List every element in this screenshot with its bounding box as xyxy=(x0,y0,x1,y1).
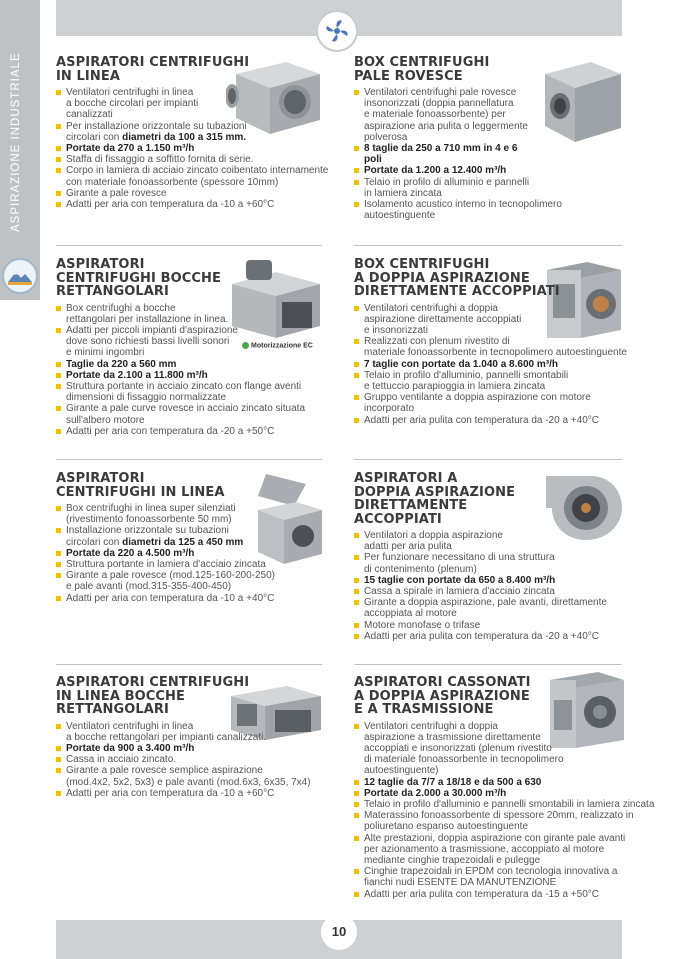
feature-text: Installazione orizzontale su tubazioni xyxy=(66,525,229,537)
feature-item xyxy=(56,721,292,743)
feature-text: Portate da 900 a 3.400 m³/h xyxy=(66,742,195,754)
section-title-line: ASPIRATORI A xyxy=(354,471,458,486)
feature-text: 15 taglie con portate da 650 a 8.400 m³/h xyxy=(364,574,556,586)
feature-line xyxy=(364,564,624,575)
product-section xyxy=(354,472,624,642)
section-title xyxy=(56,472,292,499)
feature-item xyxy=(354,199,594,221)
feature-text: autoestinguente) xyxy=(364,765,439,777)
feature-text: per azionamento a trasmissione, accoppiato al motore xyxy=(364,843,605,855)
feature-line xyxy=(364,530,624,541)
feature-item xyxy=(56,525,292,547)
feature-item xyxy=(56,154,292,165)
feature-line xyxy=(364,314,624,325)
feature-item xyxy=(56,593,292,604)
section-title-line: ASPIRATORI CENTRIFUGHI xyxy=(56,675,250,690)
feature-text: Girante a doppia aspirazione, pale avanti, direttamente xyxy=(364,597,607,609)
feature-text: (mod.4x2, 5x2, 5x3) e pale avanti (mod.6x3, 6x35, 7x4) xyxy=(66,776,311,788)
feature-text: Portate da 2.100 a 11.800 m³/h xyxy=(66,369,208,381)
section-title-line: ASPIRATORI CENTRIFUGHI xyxy=(56,55,250,70)
feature-line xyxy=(66,537,292,548)
feature-text: polverosa xyxy=(364,131,408,143)
feature-text: autoestinguente xyxy=(364,210,436,222)
feature-item xyxy=(56,188,292,199)
feature-text: e tettuccio parapioggia in lamiera zincata xyxy=(364,380,546,392)
feature-item xyxy=(354,788,634,799)
feature-line xyxy=(364,199,594,210)
feature-line xyxy=(66,754,292,765)
feature-text: Portate da 2.000 a 30.000 m³/h xyxy=(364,787,507,799)
feature-item xyxy=(354,721,634,777)
feature-highlight: diametri da 125 a 450 mm xyxy=(122,536,244,548)
feature-line xyxy=(66,514,292,525)
feature-list xyxy=(354,530,624,642)
feature-text: Ventilatori centrifughi a doppia xyxy=(364,302,498,314)
feature-line xyxy=(364,303,624,314)
section-title-line: DIRETTAMENTE ACCOPPIATI xyxy=(354,284,560,299)
section-title-line: A DOPPIA ASPIRAZIONE xyxy=(354,270,530,286)
feature-line xyxy=(364,541,624,552)
feature-text: Ventilatori centrifughi in linea xyxy=(66,87,194,98)
feature-item xyxy=(354,392,624,414)
feature-text: sull'albero motore xyxy=(66,414,145,426)
feature-item xyxy=(56,143,292,154)
feature-line xyxy=(66,581,292,592)
feature-item xyxy=(56,788,292,799)
feature-item xyxy=(354,631,624,642)
feature-text: Alte prestazioni, doppia aspirazione con girante pale avanti xyxy=(364,832,626,844)
feature-line xyxy=(66,314,292,325)
feature-line xyxy=(364,415,624,426)
feature-text: Per funzionare necessitano di una struttura xyxy=(364,552,555,564)
feature-line xyxy=(364,798,655,810)
feature-line xyxy=(66,559,292,570)
section-title-line: RETTANGOLARI xyxy=(56,284,169,299)
feature-text: e materiale fonoassorbente) per xyxy=(364,109,506,121)
feature-text: insonorizzati (doppia pannellatura xyxy=(364,98,514,110)
feature-line xyxy=(66,98,292,109)
feature-text: Per installazione orizzontale su tubazioni xyxy=(66,120,247,132)
feature-line xyxy=(364,336,624,347)
section-divider xyxy=(56,459,322,460)
feature-item xyxy=(354,575,624,586)
section-title-line: CENTRIFUGHI BOCCHE xyxy=(56,270,221,286)
feature-text: in lamiera zincata xyxy=(364,187,442,199)
feature-text: (rivestimento fonoassorbente 50 mm) xyxy=(66,514,232,526)
feature-item xyxy=(354,87,594,143)
feature-text: Adatti per piccoli impianti d'aspirazione xyxy=(66,324,238,336)
feature-text: Ventilatori centrifughi in linea xyxy=(66,720,194,732)
section-title xyxy=(56,676,292,717)
feature-line xyxy=(66,132,292,143)
feature-line xyxy=(364,608,624,619)
feature-item xyxy=(354,889,634,900)
feature-item xyxy=(354,833,634,867)
feature-item xyxy=(354,177,594,199)
feature-line xyxy=(66,743,292,754)
fan-logo-icon xyxy=(316,10,358,52)
feature-text: Telaio in profilo di alluminio e pannelli xyxy=(364,176,530,188)
feature-text: Adatti per aria con temperatura da -20 a +50°C xyxy=(66,425,275,437)
feature-line xyxy=(364,597,624,608)
feature-line xyxy=(364,788,634,799)
product-section xyxy=(56,472,292,604)
feature-text: Corpo in lamiera di acciaio zincato coibentato internamente xyxy=(66,165,329,177)
feature-line xyxy=(66,188,292,199)
feature-text: dimensioni di fissaggio normalizzate xyxy=(66,392,227,404)
section-divider xyxy=(354,459,622,460)
feature-text: a bocche rettangolari per impianti canalizzati. xyxy=(66,731,267,743)
feature-text: Cassa in acciaio zincato. xyxy=(66,754,177,766)
feature-text: accoppiati e insonorizzati (plenum rivestito xyxy=(364,742,552,754)
feature-line xyxy=(66,415,292,426)
section-title xyxy=(56,258,292,299)
feature-line xyxy=(364,844,634,855)
feature-line xyxy=(66,392,292,403)
section-title-line: BOX CENTRIFUGHI xyxy=(354,55,490,70)
feature-item xyxy=(56,503,292,525)
feature-line xyxy=(66,732,292,743)
feature-item xyxy=(354,359,624,370)
section-title xyxy=(354,472,624,526)
section-divider xyxy=(354,664,622,665)
feature-list xyxy=(354,720,655,900)
feature-text: 12 taglie da 7/7 a 18/18 e da 500 a 630 xyxy=(364,776,542,788)
feature-item xyxy=(354,777,634,788)
feature-line xyxy=(66,525,292,536)
feature-line xyxy=(364,392,624,403)
feature-text: Motore monofase o trifase xyxy=(364,619,481,631)
feature-line xyxy=(66,548,292,559)
feature-line xyxy=(364,210,594,221)
feature-line xyxy=(66,109,292,120)
section-divider xyxy=(56,245,322,246)
feature-line xyxy=(364,325,624,336)
feature-item xyxy=(56,359,292,370)
section-title-line: IN LINEA BOCCHE xyxy=(56,688,186,704)
feature-line xyxy=(66,359,292,370)
feature-line xyxy=(364,370,624,381)
feature-text: a bocche circolari per impianti xyxy=(66,98,199,110)
feature-line xyxy=(364,188,594,199)
feature-line xyxy=(66,765,292,776)
section-title-line: DOPPIA ASPIRAZIONE xyxy=(354,484,516,500)
feature-text: Ventilatori centrifughi pale rovesce xyxy=(364,87,517,98)
section-title-line: ASPIRATORI xyxy=(56,257,145,272)
feature-line xyxy=(66,503,292,514)
page-number: 10 xyxy=(321,914,357,950)
feature-list xyxy=(354,87,594,221)
feature-item xyxy=(354,415,624,426)
product-section xyxy=(56,257,306,437)
feature-line xyxy=(66,303,292,314)
feature-item xyxy=(354,597,624,619)
feature-text: Isolamento acustico interno in tecnopolimero xyxy=(364,199,562,211)
feature-text: accoppiata al motore xyxy=(364,608,457,620)
section-title-line: BOX CENTRIFUGHI xyxy=(354,257,490,272)
product-section xyxy=(354,675,655,900)
section-title-line: ASPIRATORI xyxy=(56,471,145,486)
feature-text: Portate da 270 a 1.150 m³/h xyxy=(66,143,195,155)
feature-text: Telaio in profilo d'alluminio e pannelli smontabili in lamiera zincata xyxy=(364,798,655,810)
feature-line xyxy=(364,620,624,631)
feature-line xyxy=(66,721,292,732)
product-section xyxy=(354,257,627,426)
side-category-label: ASPIRAZIONE INDUSTRIALE xyxy=(10,52,22,232)
feature-line xyxy=(364,743,634,754)
feature-item xyxy=(354,552,624,574)
section-title xyxy=(354,56,594,83)
section-title-line: E A TRASMISSIONE xyxy=(354,702,494,717)
feature-text: Struttura portante in acciaio zincato con flange aventi xyxy=(66,380,302,392)
feature-text: aspirazione direttamente accoppiati xyxy=(364,313,522,325)
feature-text: incorporato xyxy=(364,403,415,415)
feature-text: aspirazione aria pulita o leggermente xyxy=(364,120,528,132)
feature-text: con materiale fonoassorbente (spessore 10mm) xyxy=(66,176,279,188)
feature-line xyxy=(66,143,292,154)
feature-item xyxy=(354,798,655,810)
feature-text: Box centrifughi in linea super silenziati xyxy=(66,503,236,514)
feature-line xyxy=(364,586,624,597)
feature-item xyxy=(354,143,594,165)
feature-text: Ventilatori a doppia aspirazione xyxy=(364,530,503,541)
feature-line xyxy=(66,788,292,799)
ec-badge-label: Motorizzazione EC xyxy=(251,342,313,350)
section-title-line: IN LINEA xyxy=(56,68,120,84)
feature-text: poliuretano espanso autoestinguente xyxy=(364,821,529,833)
section-title-line: ACCOPPIATI xyxy=(354,511,442,527)
feature-text: Adatti per aria con temperatura da -10 a +60°C xyxy=(66,787,275,799)
section-title-line: RETTANGOLARI xyxy=(56,702,169,717)
feature-text: Box centrifughi a bocche xyxy=(66,302,176,314)
feature-line xyxy=(364,359,624,370)
feature-line xyxy=(364,821,634,832)
feature-text: materiale fonoassorbente in tecnopolimero autoestinguente xyxy=(364,347,627,359)
feature-line xyxy=(364,381,624,392)
feature-item xyxy=(354,336,627,359)
feature-line xyxy=(364,143,594,154)
feature-item xyxy=(56,548,292,559)
feature-text: e minimi ingombri xyxy=(66,347,145,359)
feature-list xyxy=(56,503,292,604)
feature-line xyxy=(364,631,624,642)
feature-text: Cassa a spirale in lamiera d'acciaio zincata xyxy=(364,586,555,598)
feature-line xyxy=(66,570,292,581)
feature-line xyxy=(364,121,594,132)
feature-line xyxy=(364,877,634,888)
feature-line xyxy=(364,777,634,788)
feature-line xyxy=(364,132,594,143)
feature-text: aspirazione a trasmissione direttamente xyxy=(364,731,541,743)
feature-item xyxy=(56,559,292,570)
feature-text: Realizzati con plenum rivestito di xyxy=(364,336,510,348)
feature-item xyxy=(56,121,292,143)
feature-line xyxy=(66,403,306,415)
feature-text: 8 taglie da 250 a 710 mm in 4 e 6 xyxy=(364,143,518,155)
feature-text: canalizzati xyxy=(66,109,113,121)
product-section xyxy=(56,55,329,211)
feature-line xyxy=(364,87,594,98)
feature-line xyxy=(364,810,634,821)
feature-text: Adatti per aria pulita con temperatura da -20 a +40°C xyxy=(364,414,599,426)
feature-line xyxy=(364,721,634,732)
feature-text: Taglie da 220 a 560 mm xyxy=(66,358,177,370)
feature-item xyxy=(354,810,634,832)
feature-line xyxy=(364,347,627,359)
feature-item xyxy=(56,380,302,404)
feature-highlight: diametri da 100 a 315 mm. xyxy=(122,131,247,143)
feature-line xyxy=(364,765,634,776)
feature-line xyxy=(66,87,292,98)
feature-item xyxy=(354,370,624,392)
feature-line xyxy=(364,754,634,765)
feature-text: poli xyxy=(364,154,382,166)
feature-text: e pale avanti (mod.315-355-400-450) xyxy=(66,581,232,593)
feature-line xyxy=(66,776,311,788)
section-title xyxy=(56,56,292,83)
feature-text: Adatti per aria pulita con temperatura da -20 a +40°C xyxy=(364,630,599,642)
feature-line xyxy=(66,121,292,132)
feature-text: Girante a pale rovesce semplice aspirazione xyxy=(66,765,263,777)
feature-line xyxy=(66,347,292,358)
feature-item xyxy=(56,765,311,788)
feature-line xyxy=(364,866,634,877)
feature-line xyxy=(364,109,594,120)
product-section xyxy=(354,56,594,221)
section-divider xyxy=(56,664,322,665)
feature-line xyxy=(364,552,624,563)
feature-line xyxy=(364,154,594,165)
feature-list xyxy=(354,302,627,426)
feature-text: Portate da 220 a 4.500 m³/h xyxy=(66,547,195,559)
feature-text: Girante a pale rovesce (mod.125-160-200-250) xyxy=(66,570,276,582)
feature-text: Girante a pale rovesce xyxy=(66,187,167,199)
feature-line xyxy=(66,199,292,210)
feature-item xyxy=(56,570,292,592)
feature-item xyxy=(56,743,292,754)
feature-line xyxy=(66,336,292,347)
feature-item xyxy=(56,165,329,188)
feature-text: Adatti per aria con temperatura da -10 a +40°C xyxy=(66,592,275,604)
feature-text: Portate da 1.200 a 12.400 m³/h xyxy=(364,165,507,177)
feature-line xyxy=(66,370,292,381)
feature-line xyxy=(364,165,594,176)
feature-item xyxy=(56,426,292,437)
section-title-line: ASPIRATORI CASSONATI xyxy=(354,675,531,690)
feature-item xyxy=(354,866,634,888)
feature-line xyxy=(66,165,329,177)
feature-item xyxy=(354,530,624,552)
feature-text: Telaio in profilo d'alluminio, pannelli smontabili xyxy=(364,369,569,381)
feature-text: circolari con xyxy=(66,131,123,143)
feature-line xyxy=(66,154,292,165)
feature-list xyxy=(56,720,311,799)
feature-item xyxy=(56,303,292,325)
feature-line xyxy=(364,177,594,188)
feature-text: di contenimento (plenum) xyxy=(364,563,477,575)
feature-line xyxy=(364,889,634,900)
feature-text: di materiale fonoassorbente in tecnopolimero xyxy=(364,754,564,766)
feature-line xyxy=(364,732,634,743)
feature-line xyxy=(364,98,594,109)
feature-item xyxy=(56,370,292,381)
feature-line xyxy=(66,593,292,604)
section-title xyxy=(354,676,634,717)
feature-text: rettangolari per installazione in linea. xyxy=(66,313,229,325)
section-title xyxy=(354,258,624,299)
feature-item xyxy=(354,620,624,631)
feature-text: Ventilatori centrifughi a doppia xyxy=(364,720,498,732)
feature-line xyxy=(66,177,292,188)
feature-item xyxy=(56,325,292,359)
landscape-emblem-icon xyxy=(2,258,38,294)
feature-line xyxy=(364,403,624,414)
section-title-line: DIRETTAMENTE xyxy=(354,498,468,513)
feature-text: Adatti per aria pulita con temperatura da -15 a +50°C xyxy=(364,888,599,900)
feature-text: mediante cinghie trapezoidali e pulegge xyxy=(364,854,541,866)
feature-text: adatti per aria pulita xyxy=(364,541,452,553)
feature-item xyxy=(56,199,292,210)
feature-text: e insonorizzati xyxy=(364,324,428,336)
section-divider xyxy=(354,245,622,246)
feature-text: Cinghie trapezoidali in EPDM con tecnologia innovativa a xyxy=(364,866,618,878)
feature-item xyxy=(354,303,624,337)
feature-text: Adatti per aria con temperatura da -10 a +60°C xyxy=(66,199,275,211)
section-title-line: A DOPPIA ASPIRAZIONE xyxy=(354,688,530,704)
feature-line xyxy=(66,325,292,336)
feature-text: Struttura portante in lamiera d'acciaio zincata xyxy=(66,559,266,571)
feature-line xyxy=(66,426,292,437)
feature-text: Girante a pale curve rovesce in acciaio zincato situata xyxy=(66,403,306,415)
feature-line xyxy=(66,380,302,392)
feature-item xyxy=(56,403,306,426)
feature-text: dove sono richiesti bassi livelli sonori xyxy=(66,336,230,348)
feature-line xyxy=(364,855,634,866)
product-section xyxy=(56,675,311,799)
feature-text: fianchi nudi ESENTE DA MANUTENZIONE xyxy=(364,877,557,889)
feature-text: circolari con xyxy=(66,536,123,548)
feature-text: Materassino fonoassorbente di spessore 20mm, realizzato in xyxy=(364,810,634,822)
feature-item xyxy=(56,87,292,121)
section-title-line: CENTRIFUGHI IN LINEA xyxy=(56,484,225,500)
feature-item xyxy=(354,165,594,176)
feature-item xyxy=(354,586,624,597)
feature-item xyxy=(56,754,292,765)
feature-list xyxy=(56,87,329,211)
feature-line xyxy=(364,575,624,586)
feature-line xyxy=(364,833,634,844)
feature-text: Staffa di fissaggio a soffitto fornita di serie. xyxy=(66,154,254,166)
feature-text: 7 taglie con portate da 1.040 a 8.600 m³/h xyxy=(364,358,558,370)
feature-text: Gruppo ventilante a doppia aspirazione con motore xyxy=(364,392,591,404)
section-title-line: PALE ROVESCE xyxy=(354,68,463,84)
feature-list xyxy=(56,302,306,437)
